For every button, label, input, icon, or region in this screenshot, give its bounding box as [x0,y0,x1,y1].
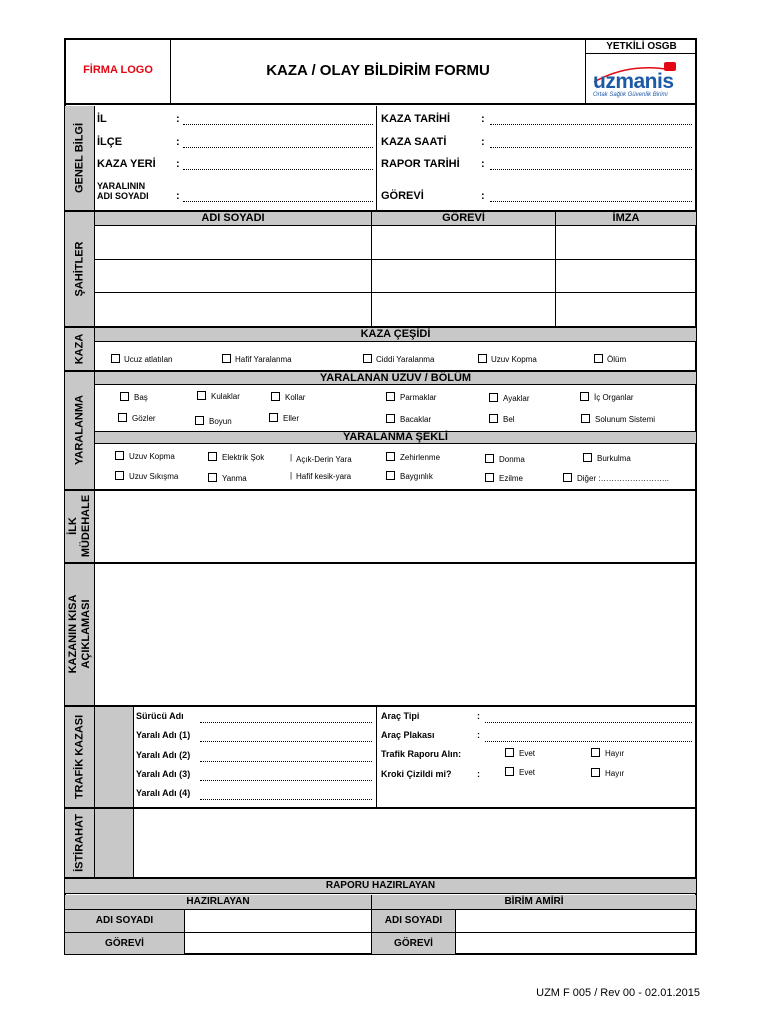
section-yaralanma-text: YARALANMA [73,395,85,465]
uzuv-label-parmaklar: Parmaklar [400,393,437,402]
rapor-title: RAPORU HAZIRLAYAN [325,880,436,891]
amir-adi-field[interactable] [456,910,696,932]
uzuv-checkbox-boyun[interactable] [195,416,204,425]
sahit-row-1[interactable] [95,227,696,259]
field-kaza-yeri[interactable] [183,169,373,170]
sekil-checkbox-ezilme[interactable] [485,473,494,482]
uzuv-checkbox-ayaklar[interactable] [489,393,498,402]
section-kaza-text: KAZA [73,333,85,364]
trafik-raporu-evet-label: Evet [519,749,536,758]
field-kaza-saati[interactable] [490,147,692,148]
trafik-raporu-evet-checkbox[interactable] [505,748,514,757]
label-gorevi: GÖREVİ [381,190,424,202]
sahitler-col-imza: İMZA [612,212,640,224]
field-yarali-2[interactable] [200,761,372,762]
trafik-raporu-hayir-label: Hayır [605,749,625,758]
kaza-label-ciddi: Ciddi Yaralanma [376,355,435,364]
sekil-checkbox-bayginlik[interactable] [386,471,395,480]
amir-gorevi-field[interactable] [456,933,696,954]
field-arac-plakasi[interactable] [485,741,692,742]
field-yarali-1[interactable] [200,741,372,742]
section-ilk-mudehale-text [67,495,93,557]
uzuv-label-ic-organlar: İç Organlar [594,393,634,402]
kaza-checkbox-ciddi[interactable] [363,354,372,363]
uzuv-checkbox-bas[interactable] [120,392,129,401]
colon-yaralinin: : [176,190,180,202]
sekil-checkbox-elektrik[interactable] [208,452,217,461]
section-sahitler-text: ŞAHİTLER [73,241,85,296]
uzuv-checkbox-gozler[interactable] [118,413,127,422]
yaralinin-line1: YARALININ [97,181,146,191]
istirahat-textarea[interactable] [134,809,696,877]
sekil-label-acik-derin: Açık-Derin Yara [296,455,352,464]
kaza-checkbox-ucuz[interactable] [111,354,120,363]
ilk-mudehale-textarea[interactable] [95,491,696,562]
field-kaza-tarihi[interactable] [490,124,692,125]
kaza-checkbox-olum[interactable] [594,354,603,363]
hazirlayan-adi-field[interactable] [185,910,371,932]
label-rapor-tarihi: RAPOR TARİHİ [381,158,460,170]
section-ilk-mudehale [65,490,94,562]
brand-name: uzmanis [593,70,674,93]
sekil-label-ezilme: Ezilme [499,474,524,483]
field-surucu[interactable] [200,722,372,723]
colon-arac-plakasi: : [477,730,480,740]
label-yarali-1: Yaralı Adı (1) [136,730,191,740]
amir-adi-label: ADI SOYADI [384,915,443,926]
colon-kaza-tarihi: : [481,113,485,125]
label-yarali-2: Yaralı Adı (2) [136,750,191,760]
uzuv-checkbox-kulaklar[interactable] [197,391,206,400]
sekil-bracket-acik: | [290,453,293,462]
uzuv-label-kollar: Kollar [285,393,306,402]
kisa-aciklama-textarea[interactable] [95,564,696,705]
sep-kisa [65,705,696,707]
uzuv-label-ayaklar: Ayaklar [503,394,530,403]
sekil-label-bayginlik: Baygınlık [400,472,433,481]
label-ilce: İLÇE [97,136,123,148]
uzuv-title: YARALANAN UZUV / BÖLÜM [319,372,472,384]
field-rapor-tarihi[interactable] [490,169,692,170]
sahit-row-2[interactable] [95,260,696,292]
field-yarali-4[interactable] [200,799,372,800]
colon-rapor-tarihi: : [481,158,485,170]
section-kaza [65,327,94,370]
sekil-checkbox-uzuv-sikisma[interactable] [115,471,124,480]
kaza-checkbox-uzuv-kopma[interactable] [478,354,487,363]
kaza-label-olum: Ölüm [607,355,627,364]
form-title: KAZA / OLAY BİLDİRİM FORMU [266,62,490,79]
label-arac-plakasi: Araç Plakası [381,730,435,740]
trafik-mid-divider [376,706,377,807]
hazirlayan-adi-label: ADI SOYADI [95,915,154,926]
uzuv-checkbox-bacaklar[interactable] [386,414,395,423]
label-surucu: Sürücü Adı [136,711,184,721]
field-il[interactable] [183,124,373,125]
sahitler-col-adi-soyadi: ADI SOYADI [201,212,265,224]
colon-gorevi: : [481,190,485,202]
sahitler-col-gorevi: GÖREVİ [442,212,485,224]
uzuv-checkbox-eller[interactable] [269,413,278,422]
ilk-line1: İLK [66,517,79,535]
uzmanis-logo [590,58,694,102]
label-il: İL [97,113,107,125]
sekil-checkbox-donma[interactable] [485,454,494,463]
uzuv-checkbox-ic-organlar[interactable] [580,392,589,401]
uzuv-checkbox-solunum[interactable] [581,414,590,423]
hazirlayan-title: HAZIRLAYAN [186,896,250,907]
sekil-checkbox-diger[interactable] [563,473,572,482]
form-code: UZM F 005 / Rev 00 - 02.01.2015 [536,987,700,999]
sahit-row-3[interactable] [95,293,696,326]
sekil-title: YARALANMA ŞEKLİ [343,431,448,443]
birim-amiri-title: BİRİM AMİRİ [504,896,564,907]
hazirlayan-gorevi-field[interactable] [185,933,371,954]
yaralinin-line2: ADI SOYADI [97,191,149,201]
colon-kaza-yeri: : [176,158,180,170]
uzuv-label-bel: Bel [503,415,515,424]
kisa-line1: KAZANIN KISA [66,594,79,674]
section-kisa-aciklama [65,563,94,705]
kroki-hayir-label: Hayır [605,769,625,778]
ilk-line2: MÜDEHALE [79,494,92,558]
sekil-checkbox-uzuv-kopma[interactable] [115,451,124,460]
label-kaza-yeri: KAZA YERİ [97,158,156,170]
uzuv-label-boyun: Boyun [209,417,232,426]
sekil-label-diger: Diğer :…………………….. [577,474,670,483]
sekil-label-hafif-kesik: Hafif kesik-yara [296,472,352,481]
istirahat-inner-gray [95,808,133,877]
sekil-bracket-hafif: | [290,471,293,480]
uzuv-label-bas: Baş [134,393,148,402]
section-sahitler [65,211,94,326]
sekil-label-yanma: Yanma [222,474,247,483]
field-arac-tipi[interactable] [485,722,692,723]
uzuv-checkbox-bel[interactable] [489,414,498,423]
field-yarali-3[interactable] [200,780,372,781]
sekil-label-burkulma: Burkulma [597,454,631,463]
yetkili-osgb-label: YETKİLİ OSGB [586,39,697,54]
field-ilce[interactable] [183,147,373,148]
section-istirahat [65,808,94,877]
uzuv-label-gozler: Gözler [132,414,156,423]
kroki-evet-label: Evet [519,768,536,777]
kroki-hayir-checkbox[interactable] [591,768,600,777]
sekil-checkbox-yanma[interactable] [208,473,217,482]
section-genel-bilgi-text: GENEL BİLGİ [73,122,85,194]
section-trafik-kazasi-text: TRAFİK KAZASI [73,714,85,799]
sekil-label-uzuv-kopma: Uzuv Kopma [129,452,175,461]
uzuv-label-eller: Eller [283,414,300,423]
amir-gorevi-label: GÖREVİ [394,938,433,949]
uzuv-label-kulaklar: Kulaklar [211,392,240,401]
kaza-label-hafif: Hafif Yaralanma [235,355,292,364]
sekil-label-uzuv-sikisma: Uzuv Sıkışma [129,472,179,481]
section-genel-bilgi [65,106,94,210]
brand-tagline: Ortak Sağlık Güvenlik Birimi [593,92,668,98]
uzuv-checkbox-kollar[interactable] [271,392,280,401]
firma-logo-placeholder: FİRMA LOGO [83,64,153,76]
colon-ilce: : [176,136,180,148]
label-kroki: Kroki Çizildi mi? [381,769,452,779]
label-trafik-raporu: Trafik Raporu Alın: [381,749,462,759]
section-trafik-kazasi [65,706,94,807]
kaza-cesidi-title: KAZA ÇEŞİDİ [360,328,431,340]
kaza-checkbox-hafif[interactable] [222,354,231,363]
kisa-line2: AÇIKLAMASI [79,599,92,669]
trafik-raporu-hayir-checkbox[interactable] [591,748,600,757]
label-yarali-3: Yaralı Adı (3) [136,769,191,779]
sekil-label-donma: Donma [499,455,525,464]
colon-kroki: : [477,769,480,779]
kroki-evet-checkbox[interactable] [505,767,514,776]
uzuv-checkbox-parmaklar[interactable] [386,392,395,401]
uzuv-label-solunum: Solunum Sistemi [595,415,656,424]
label-kaza-tarihi: KAZA TARİHİ [381,113,451,125]
field-yaralinin[interactable] [183,201,373,202]
label-yaralinin [97,181,149,201]
kaza-label-ucuz: Ucuz atlatılan [124,355,173,364]
colon-kaza-saati: : [481,136,485,148]
colon-il: : [176,113,180,125]
uzuv-label-bacaklar: Bacaklar [400,415,432,424]
section-yaralanma [65,371,94,489]
section-kisa-aciklama-text [67,595,93,674]
label-arac-tipi: Araç Tipi [381,711,420,721]
genel-mid-divider [376,106,377,210]
hazirlayan-gorevi-label: GÖREVİ [105,938,144,949]
colon-arac-tipi: : [477,711,480,721]
label-kaza-saati: KAZA SAATİ [381,136,447,148]
label-yarali-4: Yaralı Adı (4) [136,788,191,798]
kaza-label-uzuv-kopma: Uzuv Kopma [491,355,537,364]
sekil-checkbox-burkulma[interactable] [583,453,592,462]
field-gorevi[interactable] [490,201,692,202]
sekil-checkbox-zehirlenme[interactable] [386,452,395,461]
section-istirahat-text: İSTİRAHAT [73,813,85,872]
trafik-inner-gray [95,706,133,808]
sekil-label-zehirlenme: Zehirlenme [400,453,441,462]
sekil-label-elektrik: Elektrik Şok [222,453,265,462]
